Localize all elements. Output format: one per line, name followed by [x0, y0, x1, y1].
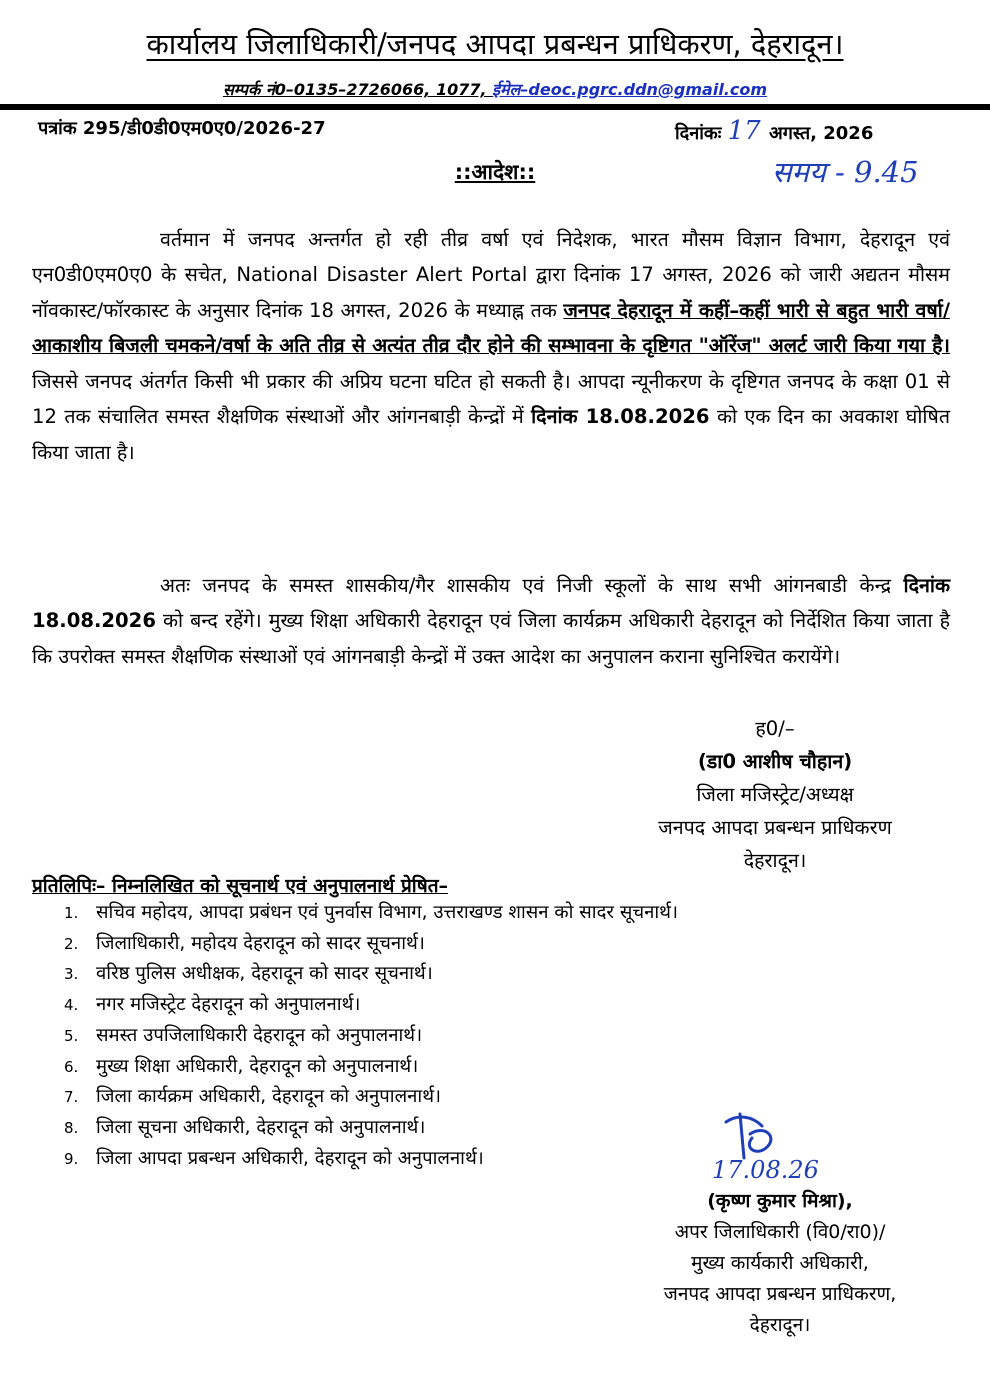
order-heading-text: ::आदेश:: — [454, 160, 536, 184]
list-item — [64, 990, 678, 1021]
list-text: मुख्य शिक्षा अधिकारी, देहरादून को अनुपालनार्थ। — [96, 1055, 419, 1077]
signatory-authority: जनपद आपदा प्रबन्धन प्राधिकरण — [658, 816, 892, 839]
list-item — [64, 898, 678, 929]
copy-to-heading — [32, 872, 448, 898]
signatory-designation: मुख्य कार्यकारी अधिकारी, — [691, 1252, 869, 1274]
para2-start: अतः जनपद के समस्त शासकीय/गैर शासकीय एवं निजी स्कूलों के साथ सभी आंगनबाडी केन्द्र — [160, 573, 904, 597]
list-item — [64, 1021, 678, 1052]
copy-to-list — [64, 898, 678, 1174]
time-handwritten: समय - 9.45 — [772, 155, 919, 189]
additional-magistrate-signature — [600, 1186, 960, 1341]
list-text: समस्त उपजिलाधिकारी देहरादून को अनुपालनार्थ। — [96, 1024, 423, 1046]
contact-line — [0, 78, 990, 100]
signatory-authority: जनपद आपदा प्रबन्धन प्राधिकरण, — [663, 1283, 897, 1305]
date-label: दिनांकः — [675, 123, 722, 144]
list-item — [64, 1082, 678, 1113]
list-text: जिलाधिकारी, महोदय देहरादून को सादर सूचनार्थ। — [96, 932, 425, 954]
office-title — [0, 24, 990, 63]
signatory-place: देहरादून। — [743, 849, 807, 872]
date-day-handwritten: 17 — [727, 116, 761, 146]
order-heading — [0, 158, 990, 186]
list-text: सचिव महोदय, आपदा प्रबंधन एवं पुनर्वास विभाग, उत्तराखण्ड शासन को सादर सूचनार्थ। — [96, 902, 679, 923]
order-paragraph-1 — [32, 222, 950, 471]
list-item — [64, 1052, 678, 1083]
para1-intro: वर्तमान में जनपद अन्तर्गत हो रही तीव्र वर्षा एवं निदेशक, भारत मौसम विज्ञान विभाग, देहरादून एवं एन0डी0एम0ए0 के सचेत, National Disaster Alert Portal द्वारा दिनांक 17 अगस्त, 2026 को जारी अद्यतन मौसम नॉवकास्ट/फॉरकास्ट के अनुसार दिनांक 18 अगस्त, 2026 के मध्याह्न तक — [32, 227, 950, 322]
list-number: 9. — [64, 1149, 79, 1168]
order-date — [675, 116, 873, 146]
list-text: वरिष्ठ पुलिस अधीक्षक, देहरादून को सादर सूचनार्थ। — [96, 963, 433, 985]
list-text: जिला कार्यक्रम अधिकारी, देहरादून को अनुपालनार्थ। — [96, 1086, 442, 1108]
list-item — [64, 929, 678, 960]
para2-end: को बन्द रहेंगे। मुख्य शिक्षा अधिकारी देहरादून एवं जिला कार्यक्रम अधिकारी देहरादून को निर्देशित किया जाता है कि उपरोक्त समस्त शैक्षणिक संस्थाओं एवं आंगनबाड़ी केन्द्रों में उक्त आदेश का अनुपालन कराना सुनिश्चित करायेंगे। — [32, 609, 950, 668]
district-magistrate-signature — [590, 712, 960, 877]
date-month-year: अगस्त, 2026 — [769, 123, 874, 144]
reference-number: पत्रांक 295/डी0डी0एम0ए0/2026-27 — [38, 118, 326, 139]
list-item — [64, 1113, 678, 1144]
orange-alert-text: जनपद देहरादून में कहीं–कहीं भारी से बहुत भारी वर्षा/आकाशीय बिजली चमकने/वर्षा के अति तीव्र से अत्यंत तीव्र दौर होने की सम्भावना के दृष्टिगत "ऑरेंज" अलर्ट जारी किया गया है। — [32, 298, 950, 358]
signatory-designation: अपर जिलाधिकारी (वि0/रा0)/ — [674, 1221, 886, 1243]
list-text: नगर मजिस्ट्रेट देहरादून को अनुपालनार्थ। — [96, 994, 361, 1016]
para1-end: को एक दिन का अवकाश घोषित किया जाता है। — [32, 405, 950, 464]
list-text: जिला सूचना अधिकारी, देहरादून को अनुपालनार्थ। — [96, 1116, 426, 1138]
list-item — [64, 1144, 678, 1175]
signatory-designation: जिला मजिस्ट्रेट/अध्यक्ष — [696, 783, 854, 806]
list-number: 2. — [64, 934, 79, 953]
list-number: 8. — [64, 1118, 79, 1137]
header-divider — [0, 104, 990, 110]
contact-phone: सम्पर्क नं0–0135–2726066, 1077, — [222, 80, 493, 99]
list-number: 7. — [64, 1088, 79, 1107]
list-number: 4. — [64, 996, 79, 1015]
signature-date-handwritten: 17.08.26 — [712, 1156, 819, 1184]
signatory-name: (कृष्ण कुमार मिश्रा), — [707, 1190, 853, 1212]
contact-email: ईमेल–deoc.pgrc.ddn@gmail.com — [492, 80, 768, 99]
list-number: 6. — [64, 1057, 79, 1076]
para1-mid: जिससे जनपद अंतर्गत किसी भी प्रकार की अप्रिय घटना घटित हो सकती है। आपदा न्यूनीकरण के दृष्टिगत जनपद के कक्षा 01 से 12 तक संचालित समस्त शैक्षणिक संस्थाओं और आंगनबाड़ी केन्द्रों में — [32, 369, 950, 429]
list-number: 1. — [64, 904, 79, 922]
list-item — [64, 959, 678, 990]
order-paragraph-2 — [32, 568, 950, 675]
signatory-place: देहरादून। — [749, 1314, 811, 1336]
list-number: 3. — [64, 965, 79, 984]
signatory-name: (डा0 आशीष चौहान) — [697, 750, 853, 773]
list-text: जिला आपदा प्रबन्धन अधिकारी, देहरादून को अनुपालनार्थ। — [96, 1147, 484, 1169]
closure-date: दिनांक 18.08.2026 — [32, 573, 950, 633]
copy-to-heading-text: प्रतिलिपिः– निम्नलिखित को सूचनार्थ एवं अनुपालनार्थ प्रेषित– — [32, 875, 449, 897]
list-number: 5. — [64, 1026, 79, 1045]
signed-mark: ह0/– — [755, 717, 795, 740]
office-title-text: कार्यालय जिलाधिकारी/जनपद आपदा प्रबन्धन प्राधिकरण, देहरादून। — [146, 27, 844, 61]
holiday-date: दिनांक 18.08.2026 — [531, 405, 710, 429]
